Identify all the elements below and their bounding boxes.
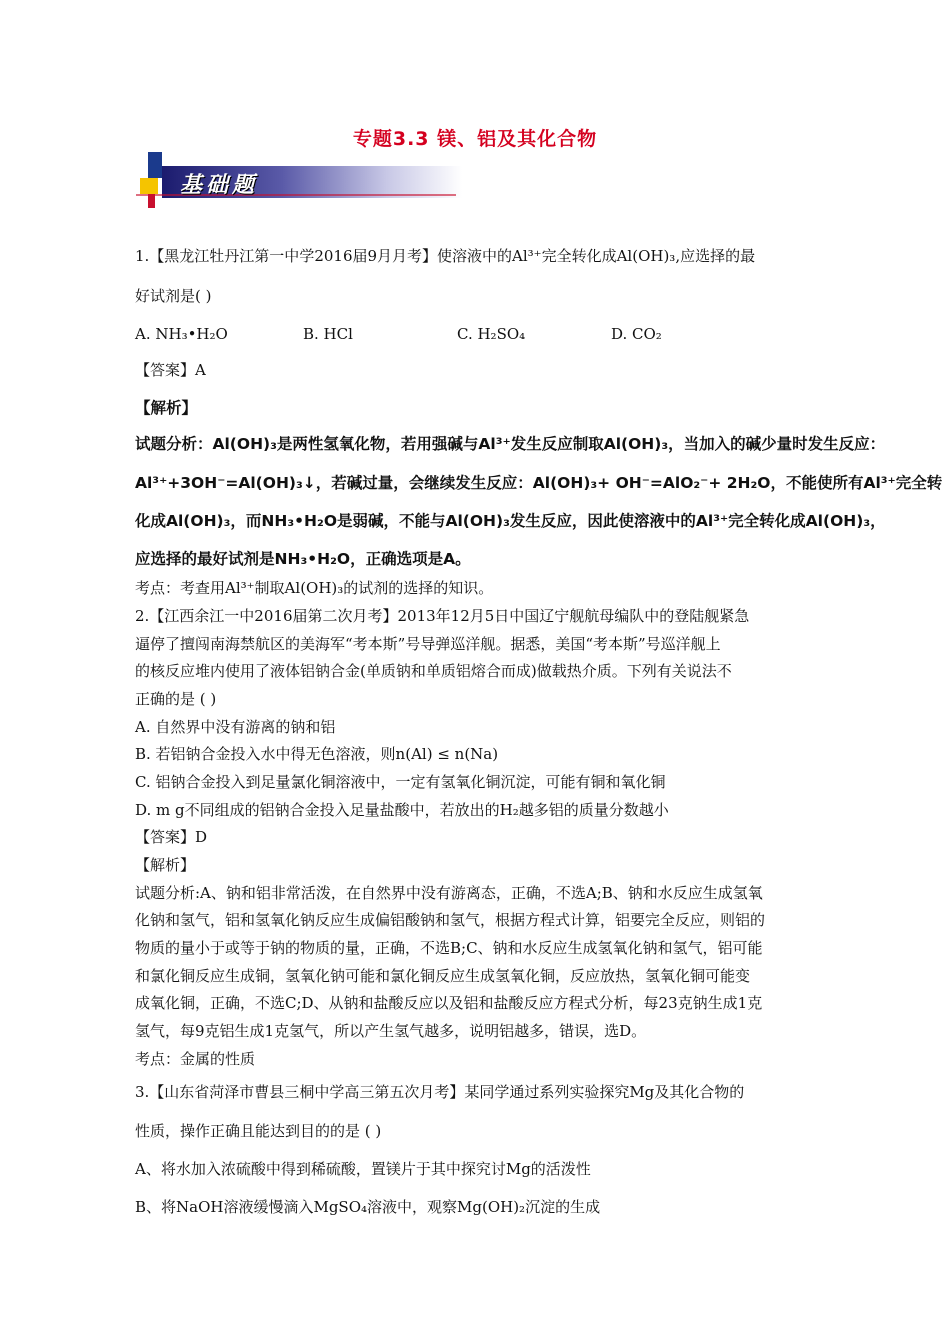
q2-stem-line-4: 正确的是 ( ) [135, 690, 217, 708]
q3-stem-line-1: 3.【山东省菏泽市曹县三桐中学高三第五次月考】某同学通过系列实验探究Mg及其化合物的 [135, 1083, 745, 1101]
q2-analysis-line-2: 化钠和氢气，铝和氢氧化钠反应生成偏铝酸钠和氢气，根据方程式计算，铝要完全反应，则铝的 [135, 911, 766, 929]
q2-option-c: C. 铝钠合金投入到足量氯化铜溶液中，一定有氢氧化铜沉淀，可能有铜和氧化铜 [135, 773, 666, 791]
q2-analysis-line-5: 成氧化铜，正确，不选C;D、从钠和盐酸反应以及铝和盐酸反应方程式分析，每23克钠生成1克 [135, 994, 763, 1012]
q1-analysis-line-4: 应选择的最好试剂是NH₃•H₂O，正确选项是A。 [135, 550, 471, 568]
q1-option-b: B. HCl [303, 325, 353, 343]
q2-analysis-line-4: 和氯化铜反应生成铜，氢氧化钠可能和氯化铜反应生成氢氧化铜，反应放热，氢氧化铜可能变 [135, 967, 751, 985]
q1-option-d: D. CO₂ [611, 325, 662, 343]
q3-option-b: B、将NaOH溶液缓慢滴入MgSO₄溶液中，观察Mg(OH)₂沉淀的生成 [135, 1198, 601, 1216]
q2-answer: 【答案】D [135, 828, 208, 846]
q3-stem-line-2: 性质，操作正确且能达到目的的是 ( ) [135, 1122, 382, 1140]
q1-analysis-line-2: Al³⁺+3OH⁻=Al(OH)₃↓，若碱过量，会继续发生反应：Al(OH)₃+ OH⁻=AlO₂⁻+ 2H₂O，不能使所有Al³⁺完全转 [135, 474, 943, 492]
banner-blue-block [148, 152, 162, 178]
q2-option-a: A. 自然界中没有游离的钠和铝 [135, 718, 336, 736]
q1-option-c: C. H₂SO₄ [457, 325, 526, 343]
q1-option-a: A. NH₃•H₂O [135, 325, 228, 343]
q2-analysis-line-6: 氢气，每9克铝生成1克氢气，所以产生氢气越多，说明铝越多，错误，选D。 [135, 1022, 647, 1040]
q2-stem-line-3: 的核反应堆内使用了液体铝钠合金(单质钠和单质铝熔合而成)做载热介质。下列有关说法不 [135, 662, 732, 680]
q3-option-a: A、将水加入浓硫酸中得到稀硫酸，置镁片于其中探究讨Mg的活泼性 [135, 1160, 591, 1178]
q2-option-b: B. 若铝钠合金投入水中得无色溶液，则n(Al) ≤ n(Na) [135, 745, 499, 763]
q2-analysis-line-3: 物质的量小于或等于钠的物质的量，正确，不选B;C、钠和水反应生成氢氧化钠和氢气，铝可能 [135, 939, 763, 957]
q2-analysis-head: 【解析】 [135, 856, 196, 874]
q1-analysis-line-3: 化成Al(OH)₃，而NH₃•H₂O是弱碱，不能与Al(OH)₃发生反应，因此使溶液中的Al³⁺完全转化成Al(OH)₃， [135, 512, 886, 530]
section-banner [136, 150, 466, 212]
q1-stem-line-1: 1.【黑龙江牡丹江第一中学2016届9月月考】使溶液中的Al³⁺完全转化成Al(OH)₃,应选择的最 [135, 247, 756, 265]
q2-option-d: D. m g不同组成的铝钠合金投入足量盐酸中，若放出的H₂越多铝的质量分数越小 [135, 801, 669, 819]
q2-analysis-line-1: 试题分析:A、钠和铝非常活泼，在自然界中没有游离态，正确，不选A;B、钠和水反应生成氢氧 [135, 884, 763, 902]
q1-stem-line-2: 好试剂是( ) [135, 287, 212, 305]
q1-analysis-head: 【解析】 [135, 399, 198, 417]
q2-stem-line-2: 逼停了擅闯南海禁航区的美海军“考本斯”号导弹巡洋舰。据悉，美国“考本斯”号巡洋舰上 [135, 635, 721, 653]
q1-answer: 【答案】A [135, 361, 206, 379]
q2-stem-line-1: 2.【江西余江一中2016届第二次月考】2013年12月5日中国辽宁舰航母编队中的登陆舰紧急 [135, 607, 750, 625]
page-title: 专题3.3 镁、铝及其化合物 [352, 128, 598, 150]
q2-point: 考点：金属的性质 [135, 1050, 256, 1068]
q1-point: 考点：考查用Al³⁺制取Al(OH)₃的试剂的选择的知识。 [135, 579, 494, 597]
q1-analysis-line-1: 试题分析：Al(OH)₃是两性氢氧化物，若用强碱与Al³⁺发生反应制取Al(OH)₃，当加入的碱少量时发生反应： [135, 435, 886, 453]
banner-gold-block [140, 178, 158, 194]
section-label: 基础题 [180, 172, 259, 198]
